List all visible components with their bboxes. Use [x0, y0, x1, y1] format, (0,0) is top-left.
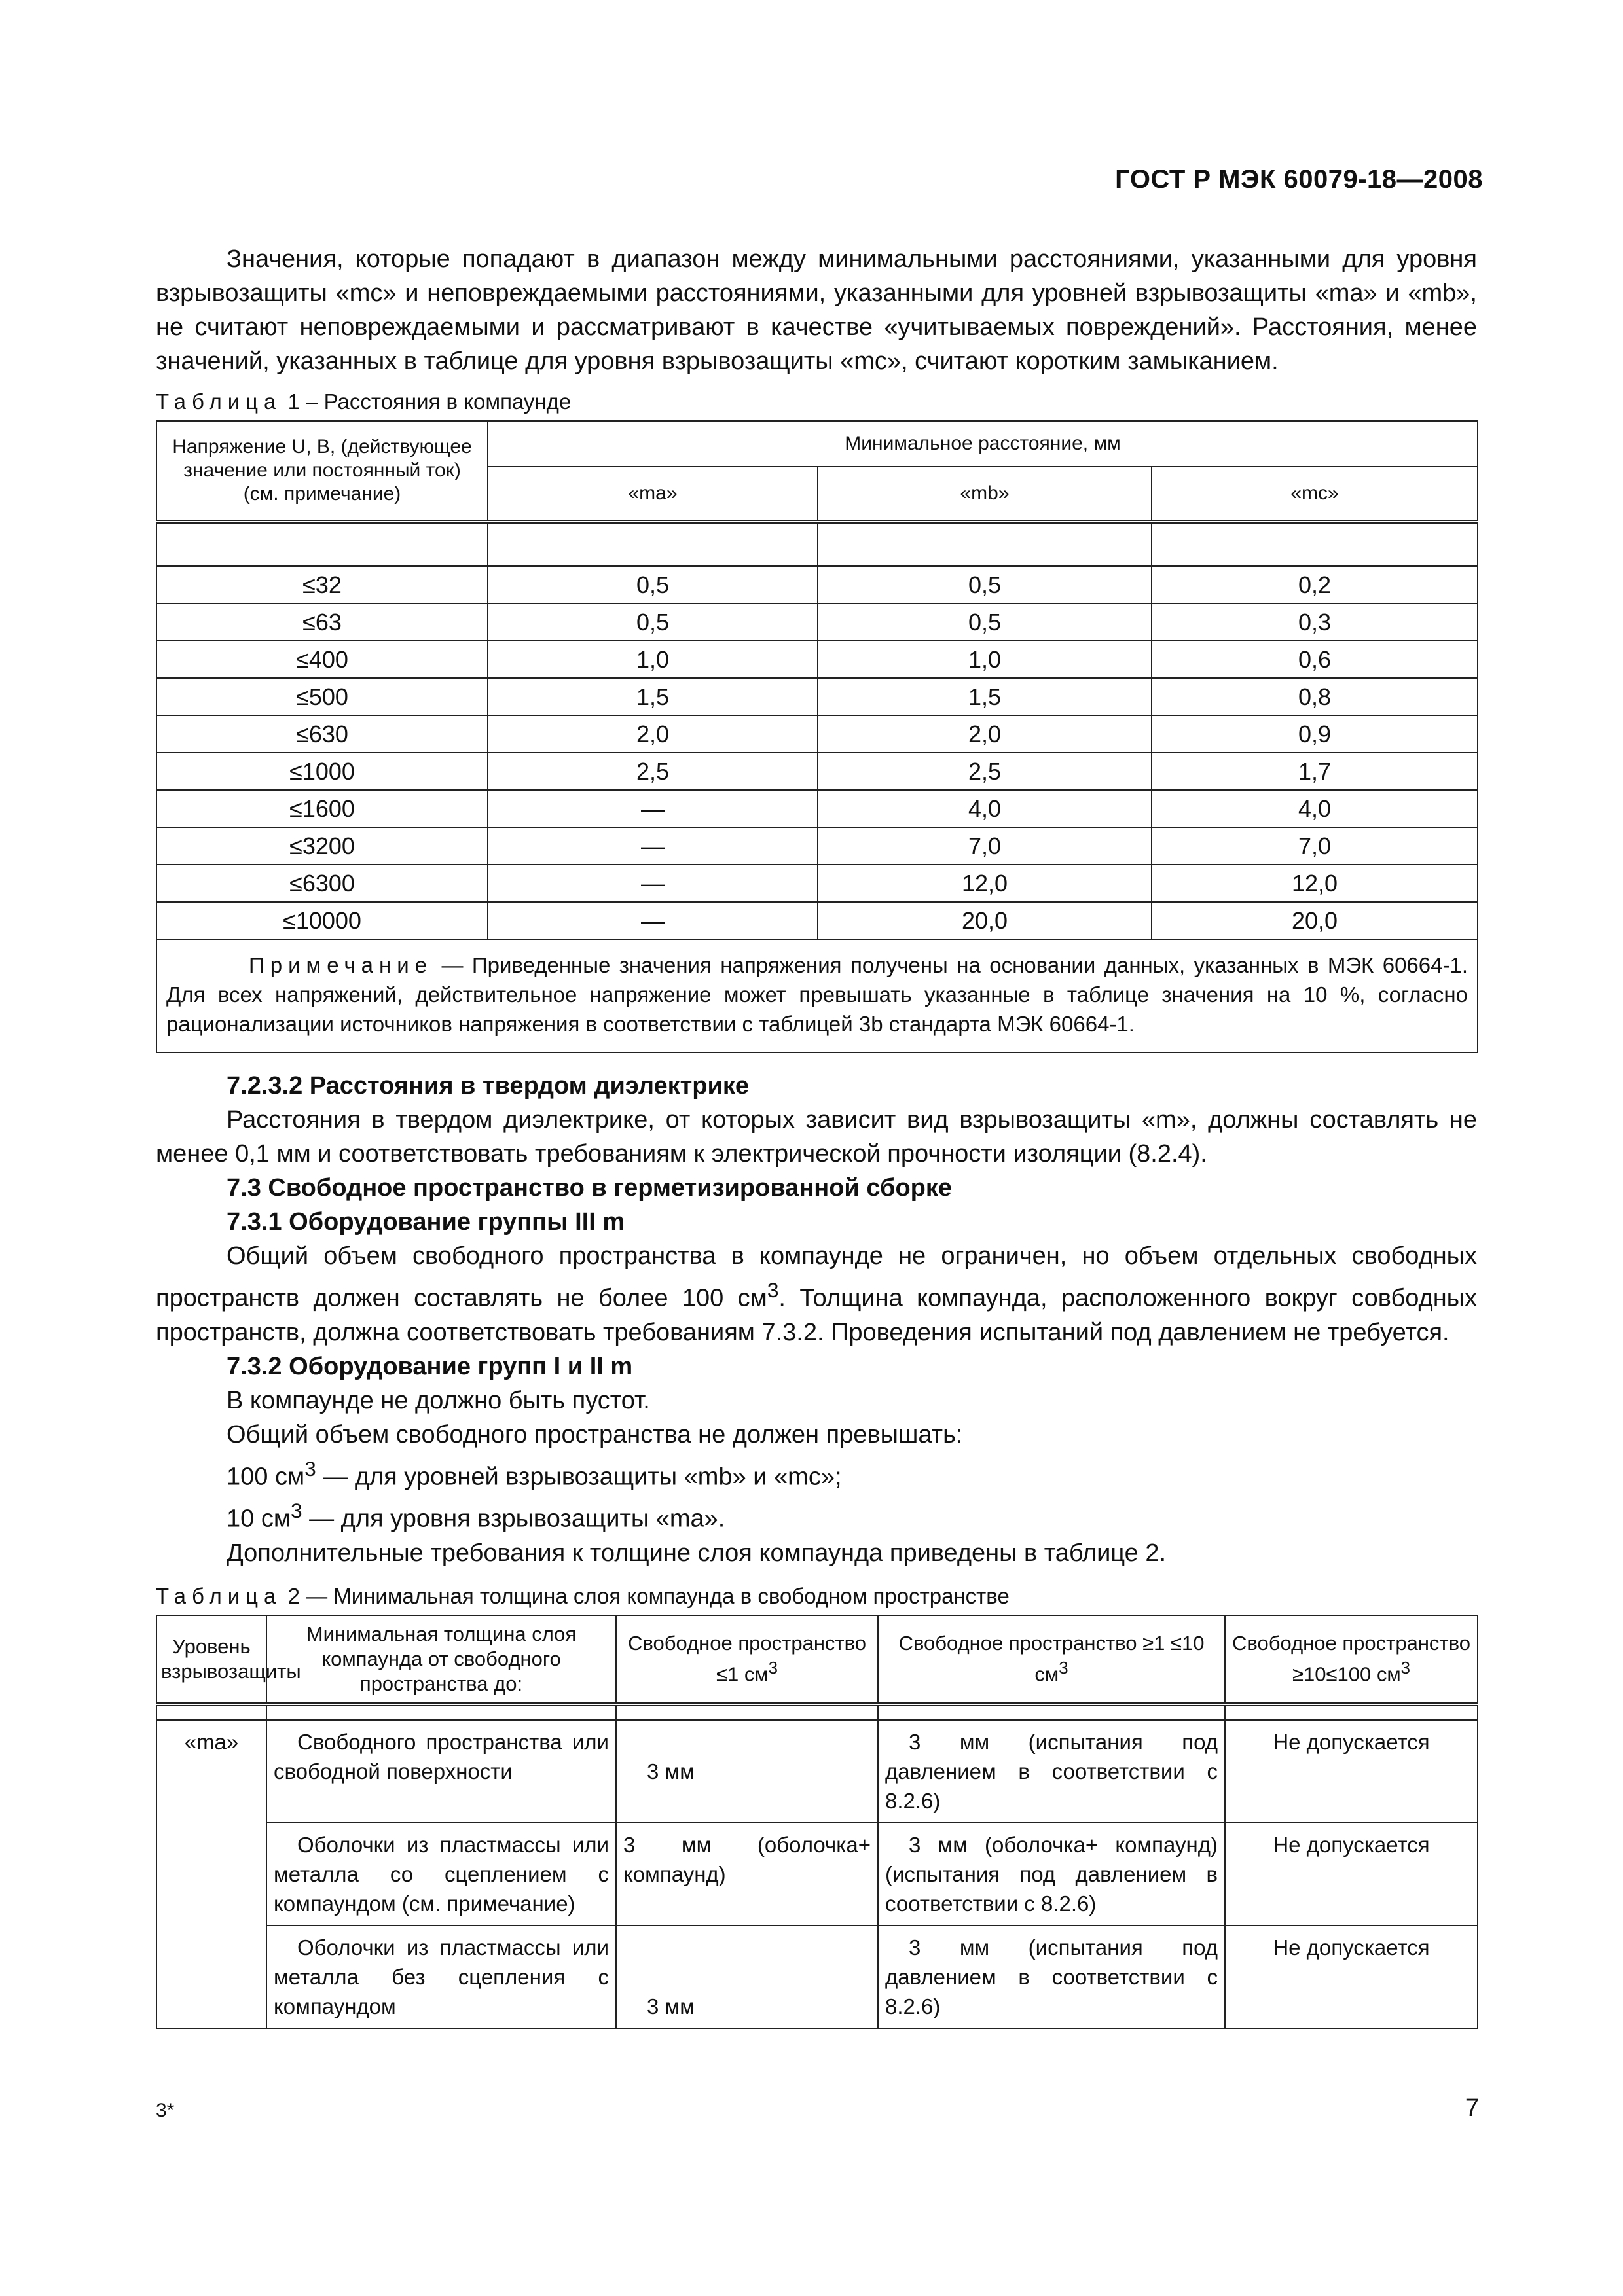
table2-gap — [156, 1704, 266, 1720]
table2-gap — [616, 1704, 878, 1720]
table1-cell-mb: 1,5 — [818, 678, 1152, 715]
table1-cell-mb: 2,5 — [818, 753, 1152, 790]
table2-header-le1-text: Свободное пространство ≤1 см — [628, 1632, 866, 1686]
table2-cell-level: «ma» — [156, 1720, 266, 2028]
table1-cell-mb: 4,0 — [818, 790, 1152, 827]
table2-cell-desc: Оболочки из пластмассы или металла со сцеплением с компаундом (см. примечание) — [266, 1823, 616, 1926]
superscript-3: 3 — [767, 1278, 779, 1302]
table1-caption-label: Таблица — [156, 389, 282, 414]
table-row — [156, 715, 1478, 753]
table1-cell-mb: 0,5 — [818, 566, 1152, 603]
table1-cell-ma: 2,5 — [488, 753, 818, 790]
table2-cell-1to10: 3 мм (испытания под давлением в соответствии с 8.2.6) — [878, 1720, 1225, 1823]
section-731-text-a: Общий объем свободного пространства в компаунде не ограничен, но объем отдельных свободных пространств должен составлять не более 100 см — [156, 1242, 1477, 1312]
table1-cell-voltage: ≤1000 — [156, 753, 488, 790]
page-number: 7 — [1465, 2094, 1479, 2122]
table1-gap — [818, 522, 1152, 566]
table2-cell-desc: Свободного пространства или свободной поверхности — [266, 1720, 616, 1823]
table1-cell-voltage: ≤6300 — [156, 865, 488, 902]
table1-cell-mb: 20,0 — [818, 902, 1152, 939]
table2-header-10to100 — [1225, 1615, 1478, 1704]
table2-gap — [878, 1704, 1225, 1720]
table2-cell-10to100: Не допускается — [1225, 1720, 1478, 1823]
intro-paragraph: Значения, которые попадают в диапазон между минимальными расстояниями, указанными для уровня взрывозащиты «mc» и неповреждаемыми расстояниями, указанными для уровней взрывозащиты «ma» и «mb», не считают неповреждаемыми и рассматривают в качестве «учитываемых повреждений». Расстояния, менее значений, указанных в таблице для уровня взрывозащиты «mc», считают коротким замыканием. — [156, 245, 1477, 375]
table1-cell-ma: — — [488, 790, 818, 827]
table1-header-mc: «mc» — [1152, 467, 1478, 522]
table1-cell-mc: 0,8 — [1152, 678, 1478, 715]
table1-cell-voltage: ≤1600 — [156, 790, 488, 827]
table2-header-1to10 — [878, 1615, 1225, 1704]
table-row — [156, 1720, 1478, 1823]
table-row — [156, 1926, 1478, 2028]
table1-cell-mb: 1,0 — [818, 641, 1152, 678]
table-row — [156, 678, 1478, 715]
table1-cell-mb: 7,0 — [818, 827, 1152, 865]
table2-gap — [266, 1704, 616, 1720]
table-distances-in-compound — [156, 420, 1478, 1053]
table1-cell-ma: — — [488, 827, 818, 865]
table-row — [156, 641, 1478, 678]
table1-caption-text: 1 – Расстояния в компаунде — [287, 389, 572, 414]
section-732-line4 — [156, 1494, 1477, 1536]
table1-cell-voltage: ≤500 — [156, 678, 488, 715]
table1-note — [156, 939, 1478, 1052]
table1-header-min-distance: Минимальное расстояние, мм — [488, 421, 1478, 467]
table2-caption-text: 2 — Минимальная толщина слоя компаунда в свободном пространстве — [287, 1583, 1010, 1608]
table1-cell-mc: 0,6 — [1152, 641, 1478, 678]
table1-header-mb: «mb» — [818, 467, 1152, 522]
table1-cell-ma: 1,5 — [488, 678, 818, 715]
superscript-3: 3 — [1400, 1659, 1411, 1678]
table-row — [156, 827, 1478, 865]
superscript-3: 3 — [304, 1456, 316, 1480]
table2-header-thickness: Минимальная толщина слоя компаунда от свободного пространства до: — [266, 1615, 616, 1704]
section-73-heading: 7.3 Свободное пространство в герметизированной сборке — [227, 1174, 953, 1202]
table-min-compound-thickness — [156, 1615, 1478, 2029]
table2-caption-label: Таблица — [156, 1583, 282, 1608]
table2-header-1to10-text: Свободное пространство ≥1 ≤10 см — [898, 1632, 1205, 1686]
table-row — [156, 790, 1478, 827]
section-732-line2: Общий объем свободного пространства не должен превышать: — [227, 1420, 963, 1448]
table2-header-le1 — [616, 1615, 878, 1704]
table-row — [156, 753, 1478, 790]
table1-cell-mc: 12,0 — [1152, 865, 1478, 902]
table1-cell-voltage: ≤10000 — [156, 902, 488, 939]
document-code: ГОСТ Р МЭК 60079-18—2008 — [1115, 165, 1483, 194]
section-732-line3-a: 100 см — [227, 1463, 305, 1491]
table1-gap — [1152, 522, 1478, 566]
superscript-3: 3 — [768, 1659, 778, 1678]
table1-cell-voltage: ≤32 — [156, 566, 488, 603]
table2-cell-1to10: 3 мм (оболочка+ компаунд) (испытания под давлением в соответствии с 8.2.6) — [878, 1823, 1225, 1926]
section-732-line4-b: — для уровня взрывозащиты «ma». — [302, 1505, 725, 1533]
table1-cell-ma: 0,5 — [488, 566, 818, 603]
section-731-heading: 7.3.1 Оборудование группы III m — [227, 1208, 625, 1236]
table1-header-voltage: Напряжение U, B, (действующее значение или постоянный ток) (см. примечание) — [156, 421, 488, 522]
table2-gap-row — [156, 1704, 1478, 1720]
section-731-text — [156, 1239, 1477, 1350]
table1-cell-mc: 0,2 — [1152, 566, 1478, 603]
table2-cell-10to100: Не допускается — [1225, 1926, 1478, 2028]
section-7232-text: Расстояния в твердом диэлектрике, от которых зависит вид взрывозащиты «m», должны составлять не менее 0,1 мм и соответствовать требованиям к электрической прочности изоляции (8.2.4). — [156, 1106, 1477, 1168]
table2-cell-desc: Оболочки из пластмассы или металла без сцепления с компаундом — [266, 1926, 616, 2028]
table1-note-text: — Приведенные значения напряжения получены на основании данных, указанных в МЭК 60664-1. Для всех напряжений, действительное напряжение может превышать указанные в таблице значения на 10 %, согласно рационализации источников напряжения в соответствии с таблицей 3b стандарта МЭК 60664-1. — [166, 953, 1468, 1036]
table1-cell-ma: — — [488, 865, 818, 902]
table1-cell-mc: 4,0 — [1152, 790, 1478, 827]
table1-cell-mb: 12,0 — [818, 865, 1152, 902]
table1-cell-mc: 0,9 — [1152, 715, 1478, 753]
section-731-text-b: . Толщина компаунда, расположенного вокруг совбодных пространств, должна соответствовать требованиям 7.3.2. Проведения испытаний под давлением не требуется. — [156, 1284, 1477, 1346]
table-row — [156, 1823, 1478, 1926]
table2-cell-le1: 3 мм — [616, 1720, 878, 1823]
table1-cell-mc: 1,7 — [1152, 753, 1478, 790]
superscript-3: 3 — [1059, 1659, 1068, 1678]
table2-cell-le1: 3 мм — [616, 1926, 878, 2028]
sheet-mark: 3* — [156, 2100, 175, 2121]
table1-header-ma: «ma» — [488, 467, 818, 522]
section-732-line3 — [156, 1452, 1477, 1494]
superscript-3: 3 — [290, 1499, 302, 1523]
section-732-heading: 7.3.2 Оборудование групп I и II m — [227, 1352, 633, 1380]
table2-header-10to100-text: Свободное пространство ≥10≤100 см — [1232, 1632, 1470, 1686]
section-732-line5: Дополнительные требования к толщине слоя компаунда приведены в таблице 2. — [227, 1539, 1167, 1567]
section-732-line3-b: — для уровней взрывозащиты «mb» и «mc»; — [316, 1463, 842, 1491]
table1-cell-voltage: ≤630 — [156, 715, 488, 753]
table1-cell-ma: 2,0 — [488, 715, 818, 753]
table1-cell-mb: 2,0 — [818, 715, 1152, 753]
table1-cell-voltage: ≤3200 — [156, 827, 488, 865]
table1-cell-voltage: ≤63 — [156, 603, 488, 641]
table1-cell-mc: 0,3 — [1152, 603, 1478, 641]
table2-header-level: Уровень взрывозащиты — [156, 1615, 266, 1704]
table1-cell-ma: 0,5 — [488, 603, 818, 641]
table-row — [156, 566, 1478, 603]
table2-gap — [1225, 1704, 1478, 1720]
table-row — [156, 902, 1478, 939]
table1-cell-ma: — — [488, 902, 818, 939]
table-row — [156, 865, 1478, 902]
table1-cell-voltage: ≤400 — [156, 641, 488, 678]
table-row — [156, 603, 1478, 641]
table2-cell-10to100: Не допускается — [1225, 1823, 1478, 1926]
page-content — [156, 242, 1477, 2029]
table1-caption — [156, 387, 1477, 416]
section-7232-heading: 7.2.3.2 Расстояния в твердом диэлектрике — [227, 1072, 749, 1100]
table2-caption — [156, 1582, 1477, 1611]
table1-cell-mc: 20,0 — [1152, 902, 1478, 939]
table1-cell-mc: 7,0 — [1152, 827, 1478, 865]
table1-note-label: Примечание — [249, 953, 433, 977]
table2-cell-le1: 3 мм (оболочка+ компаунд) — [616, 1823, 878, 1926]
section-732-line4-a: 10 см — [227, 1505, 291, 1533]
section-732-line1: В компаунде не должно быть пустот. — [227, 1386, 650, 1414]
table1-gap — [488, 522, 818, 566]
table1-cell-ma: 1,0 — [488, 641, 818, 678]
table1-gap — [156, 522, 488, 566]
table2-cell-1to10: 3 мм (испытания под давлением в соответствии с 8.2.6) — [878, 1926, 1225, 2028]
table1-cell-mb: 0,5 — [818, 603, 1152, 641]
